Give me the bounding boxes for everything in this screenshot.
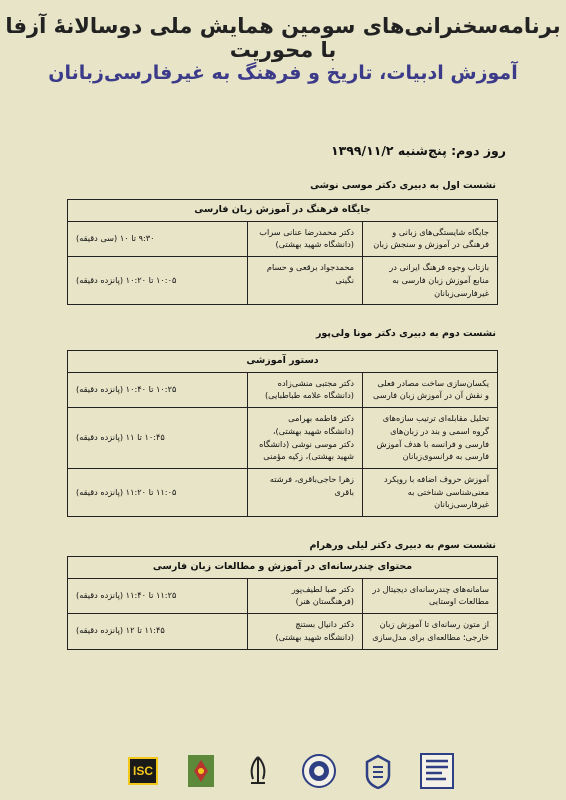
green-emblem-icon bbox=[186, 753, 216, 789]
iran-emblem-icon bbox=[243, 753, 273, 789]
talk-topic: تحلیل مقابله‌ای ترتیب سازه‌های گروه اسمی و بند در زبان‌های فارسی و فرانسه با هدف آموزش فارسی به فرانسوی‌زبانان bbox=[363, 408, 498, 469]
talk-topic: آموزش حروف اضافه با رویکرد معنی‌شناسی شناختی به غیرفارسی‌زبانان bbox=[363, 468, 498, 516]
talk-time: ۱۱:۴۵ تا ۱۲ (پانزده دقیقه) bbox=[68, 614, 248, 649]
table-row bbox=[68, 372, 498, 407]
session-1-heading: نشست اول به دبیری دکتر موسی نوشی bbox=[310, 180, 496, 191]
talk-time: ۱۱:۲۵ تا ۱۱:۴۰ (پانزده دقیقه) bbox=[68, 578, 248, 613]
talk-time: ۱۰:۲۵ تا ۱۰:۴۰ (پانزده دقیقه) bbox=[68, 372, 248, 407]
session-2-table-title: دستور آموزشی bbox=[68, 351, 498, 373]
speaker-name: دکتر صبا لطیف‌پور bbox=[291, 583, 354, 594]
session-3-heading: نشست سوم به دبیری دکتر لیلی ورهرام bbox=[309, 540, 496, 551]
speaker-name: دکتر مجتبی منشی‌زاده bbox=[277, 377, 354, 388]
isc-logo: ISC bbox=[128, 757, 158, 785]
speaker-affiliation: (فرهنگستان هنر) bbox=[295, 596, 354, 607]
talk-topic: از متون رسانه‌ای تا آموزش زبان خارجی؛ مطالعه‌ای برای مدل‌سازی bbox=[363, 614, 498, 649]
university-logo-2 bbox=[364, 753, 392, 789]
talk-time: ۹:۳۰ تا ۱۰ (سی دقیقه) bbox=[68, 221, 248, 256]
session-2-table bbox=[67, 350, 498, 517]
speaker-cell bbox=[248, 578, 363, 613]
speaker-cell bbox=[248, 372, 363, 407]
speaker-cell bbox=[248, 614, 363, 649]
day-label: روز دوم: پنج‌شنبه ۱۳۹۹/۱۱/۲ bbox=[331, 143, 506, 158]
session-1-table bbox=[67, 199, 498, 305]
talk-topic: سامانه‌های چندرسانه‌ای دیجیتال در مطالعات اوستایی bbox=[363, 578, 498, 613]
table-row bbox=[68, 257, 498, 305]
sponsor-logos bbox=[128, 752, 454, 790]
speaker-name: محمدجواد برقعی و حسام نگینی bbox=[248, 257, 363, 305]
page-title: برنامه‌سخنرانی‌های سومین همایش ملی دوسالانۀ آزفا با محوریت bbox=[5, 14, 561, 62]
talk-topic: جایگاه شایستگی‌های زبانی و فرهنگی در آموزش و سنجش زبان bbox=[363, 221, 498, 256]
session-3-table-title: محتوای چندرسانه‌ای در آموزش و مطالعات زبان فارسی bbox=[68, 557, 498, 579]
talk-topic: یکسان‌سازی ساخت مصادر فعلی و نقش آن در آموزش زبان فارسی bbox=[363, 372, 498, 407]
session-3-table bbox=[67, 556, 498, 650]
page-subtitle: آموزش ادبیات، تاریخ و فرهنگ به غیرفارسی‌زبانان bbox=[48, 62, 518, 84]
university-seal-icon bbox=[301, 753, 337, 789]
speaker-affiliation: (دانشگاه شهید بهشتی) bbox=[275, 239, 354, 250]
speaker-cell bbox=[248, 221, 363, 256]
speaker-name: دکتر فاطمه بهرامی (دانشگاه شهید بهشتی)، دکتر موسی نوشی (دانشگاه شهید بهشتی)، زکیه مؤمنی bbox=[248, 408, 363, 469]
talk-topic: بازتاب وجوه فرهنگ ایرانی در منابع آموزش زبان فارسی به غیرفارسی‌زبانان bbox=[363, 257, 498, 305]
speaker-name: زهرا حاجی‌باقری، فرشته باقری bbox=[248, 468, 363, 516]
table-row bbox=[68, 408, 498, 469]
session-1-table-title: جایگاه فرهنگ در آموزش زبان فارسی bbox=[68, 200, 498, 222]
table-row bbox=[68, 578, 498, 613]
speaker-affiliation: (دانشگاه علامه طباطبایی) bbox=[264, 390, 354, 401]
talk-time: ۱۰:۰۵ تا ۱۰:۲۰ (پانزده دقیقه) bbox=[68, 257, 248, 305]
table-row bbox=[68, 221, 498, 256]
university-logo-1 bbox=[420, 753, 454, 789]
table-row bbox=[68, 614, 498, 649]
session-2-heading: نشست دوم به دبیری دکتر مونا ولی‌پور bbox=[315, 328, 496, 339]
speaker-name: دکتر محمدرضا عنانی سراب bbox=[259, 226, 354, 237]
speaker-name: دکتر دانیال بستنچ bbox=[295, 619, 354, 630]
talk-time: ۱۱:۰۵ تا ۱۱:۲۰ (پانزده دقیقه) bbox=[68, 468, 248, 516]
table-row bbox=[68, 468, 498, 516]
talk-time: ۱۰:۴۵ تا ۱۱ (پانزده دقیقه) bbox=[68, 408, 248, 469]
speaker-affiliation: (دانشگاه شهید بهشتی) bbox=[275, 631, 354, 642]
